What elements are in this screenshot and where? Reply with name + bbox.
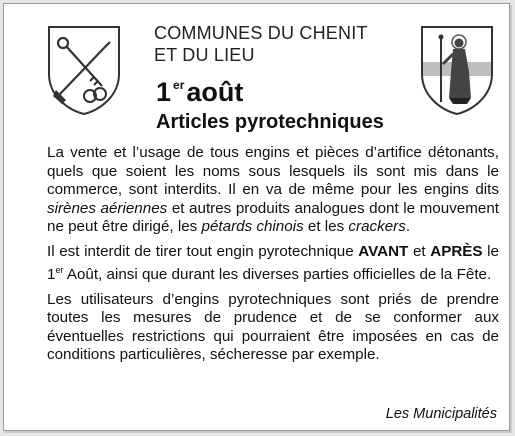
paragraph-timing-ban (47, 243, 499, 285)
p2-superscript: er (55, 265, 64, 275)
date-title (156, 70, 243, 107)
p1-italic-petards: pétards chinois (201, 218, 304, 235)
date-superscript: er (173, 78, 185, 92)
subtitle: Articles pyrotechniques (156, 111, 384, 133)
commune-line-1: COMMUNES DU CHENIT (154, 23, 368, 43)
date-day: 1 (156, 77, 172, 107)
p1-italic-sirenes: sirènes aériennes (47, 199, 168, 217)
p1-text-4: . (405, 218, 411, 235)
p1-text-2: et autres produits analogues dont le mouvement ne peut être dirigé, les (47, 199, 499, 235)
notice-card (3, 3, 510, 431)
p2-bold-apres: APRÈS (430, 242, 483, 260)
p2-text-3: le 1 (47, 242, 499, 283)
commune-heading (154, 22, 368, 66)
p1-text-1: La vente et l’usage de tous engins et pièces d’artifice détonants, quels que soient les noms sous lesquels ils sont mis dans le commerce, sont interdits. Il en va de même pour les engins dits (47, 144, 499, 198)
p3-text-1: Les utilisateurs d’engins pyrotechniques sont priés de prendre toutes les mesures de prudence et de se conformer aux éventuelles restrictions qui pourraient être imposées en cas de conditions particulières, sécheresse par exemple. (47, 290, 499, 363)
commune-line-2: ET DU LIEU (154, 45, 255, 65)
paragraph-precautions (47, 291, 499, 365)
coat-of-arms-left-icon (46, 24, 122, 116)
signature: Les Municipalités (385, 406, 497, 422)
notice-body (47, 144, 499, 371)
p2-text-1: Il est interdit de tirer tout engin pyrotechnique (47, 242, 359, 260)
p1-text-3: et les (303, 218, 349, 235)
p2-text-4: Août, ainsi que durant les diverses parties officielles de la Fête. (63, 266, 492, 283)
date-month: août (186, 77, 244, 107)
paragraph-sale-ban (47, 144, 499, 237)
p2-text-2: et (408, 242, 431, 260)
coat-of-arms-right-icon (419, 24, 495, 116)
p1-italic-crackers: crackers (348, 218, 406, 235)
p2-bold-avant: AVANT (358, 242, 409, 260)
